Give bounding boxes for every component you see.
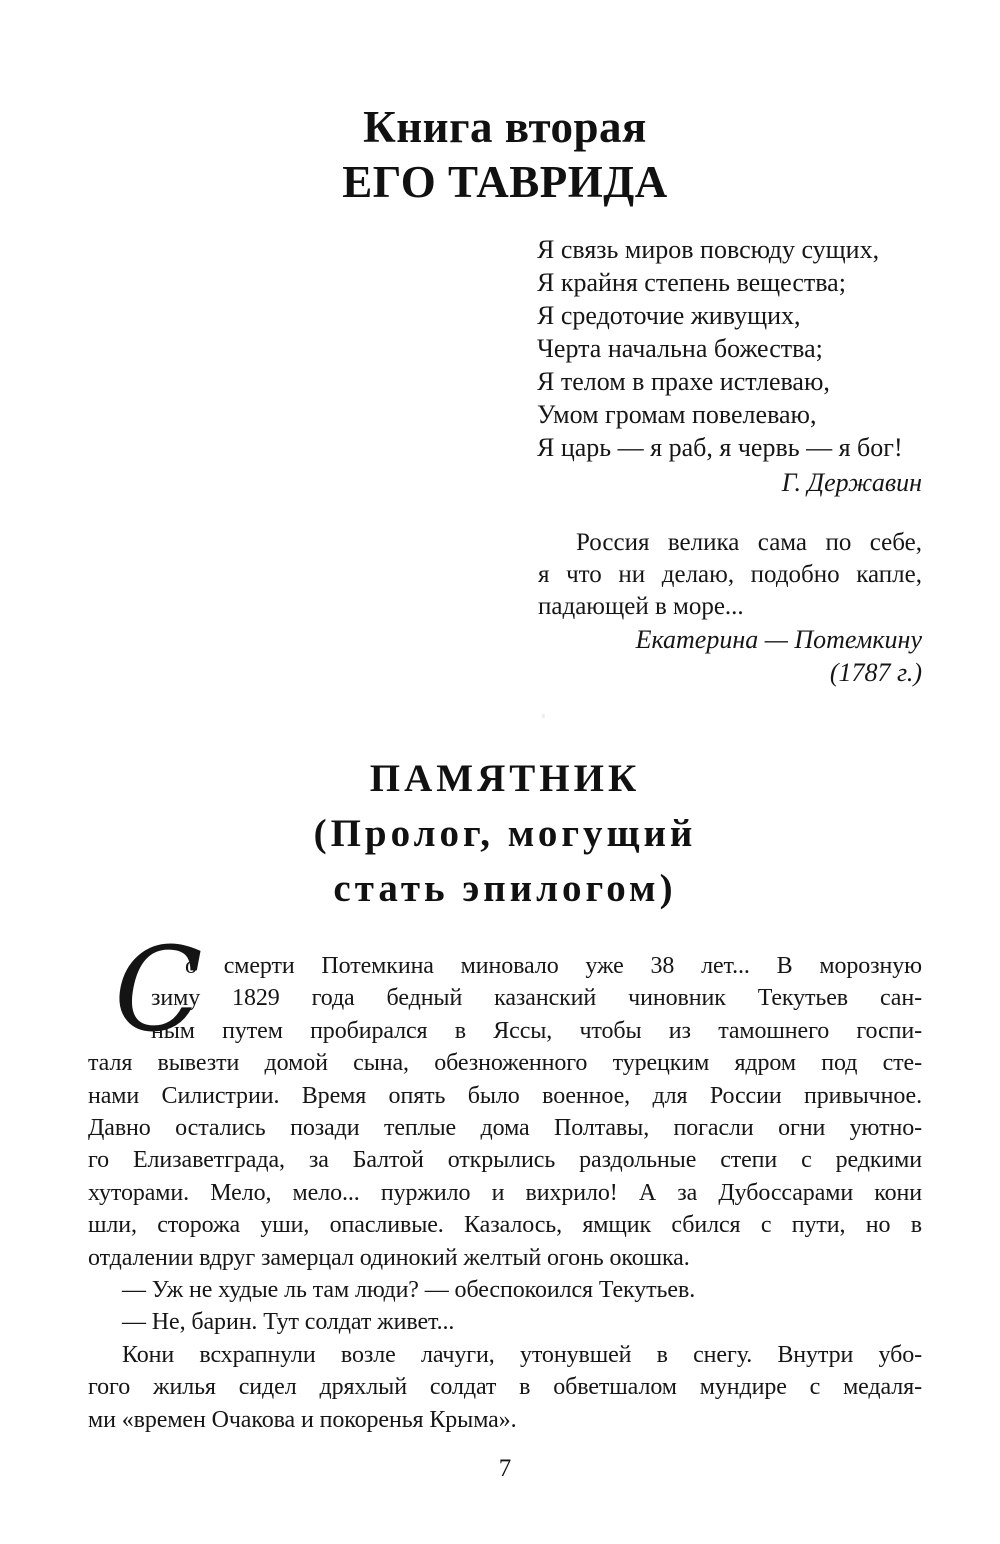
- body-paragraphs: [88, 950, 922, 1436]
- text-line: Я телом в прахе истлеваю,: [537, 367, 830, 396]
- page-number: 7: [498, 1455, 512, 1482]
- paragraph: [88, 950, 922, 1274]
- text-line: Умом громам повелеваю,: [537, 400, 817, 429]
- text-line: Я царь — я раб, я червь — я бог!: [537, 433, 903, 462]
- text-line: Давно остались позади теплые дома Полтавы, погасли огни уютно-: [88, 1115, 922, 1142]
- text-line: отдалении вдруг замерцал одинокий желтый огонь окошка.: [88, 1244, 690, 1271]
- text-line: Я средоточие живущих,: [537, 301, 801, 330]
- paragraph: [88, 1274, 922, 1306]
- text-line: Черта начальна божества;: [537, 334, 823, 363]
- quote-attribution: Екатерина — Потемкину: [635, 625, 922, 654]
- text-line: я что ни делаю, подобно капле,: [538, 561, 922, 588]
- chapter-title-line2: (Пролог, могущий: [313, 812, 697, 855]
- text-line: о смерти Потемкина миновало уже 38 лет... В морозную: [185, 953, 922, 979]
- scan-artifact: [542, 714, 545, 718]
- paragraph: [88, 1306, 922, 1338]
- text-line: шли, сторожа уши, опасливые. Казалось, ямщик сбился с пути, но в: [88, 1212, 922, 1239]
- drop-cap: С: [114, 923, 203, 1058]
- chapter-title-line1: ПАМЯТНИК: [369, 757, 641, 800]
- text-line: гого жилья сидел дряхлый солдат в обветшалом мундире с медаля-: [88, 1374, 922, 1401]
- poem-attribution: Г. Державин: [781, 468, 922, 497]
- paragraph: [88, 1339, 922, 1436]
- text-line: зиму 1829 года бедный казанский чиновник Текутьев сан-: [151, 985, 922, 1012]
- epigraph-poem: [88, 233, 922, 499]
- text-line: Я связь миров повсюду сущих,: [537, 235, 880, 264]
- chapter-title: [88, 751, 922, 916]
- text-line: таля вывезти домой сына, обезноженного турецким ядром под сте-: [88, 1050, 922, 1077]
- book-title-line2: ЕГО ТАВРИДА: [342, 157, 668, 207]
- text-line: Россия велика сама по себе,: [576, 529, 922, 556]
- text-line: Кони всхрапнули возле лачуги, утонувшей в снегу. Внутри убо-: [122, 1341, 922, 1368]
- book-title-line1: Книга вторая: [363, 102, 647, 152]
- poem-lines: [88, 233, 922, 464]
- quote-lines: [538, 527, 922, 623]
- text-line: — Не, барин. Тут солдат живет...: [122, 1309, 455, 1336]
- text-line: нами Силистрии. Время опять было военное, для России привычное.: [88, 1082, 922, 1109]
- text-line: падающей в море...: [538, 593, 744, 620]
- text-line: — Уж не худые ль там люди? — обеспокоился Текутьев.: [122, 1277, 696, 1304]
- body-text: [88, 923, 922, 1436]
- text-line: хуторами. Мело, мело... пуржило и вихрило! А за Дубоссарами кони: [88, 1179, 922, 1206]
- epigraph-quote: [538, 527, 922, 689]
- chapter-title-line3: стать эпилогом): [333, 867, 677, 910]
- text-line: го Елизаветграда, за Балтой открылись раздольные степи с редкими: [88, 1147, 922, 1174]
- text-line: ми «времен Очакова и покоренья Крыма».: [88, 1406, 517, 1433]
- text-line: Я крайня степень вещества;: [537, 268, 846, 297]
- quote-year: (1787 г.): [829, 658, 922, 687]
- text-line: ным путем пробирался в Яссы, чтобы из тамошнего госпи-: [151, 1017, 922, 1044]
- book-title: [88, 100, 922, 210]
